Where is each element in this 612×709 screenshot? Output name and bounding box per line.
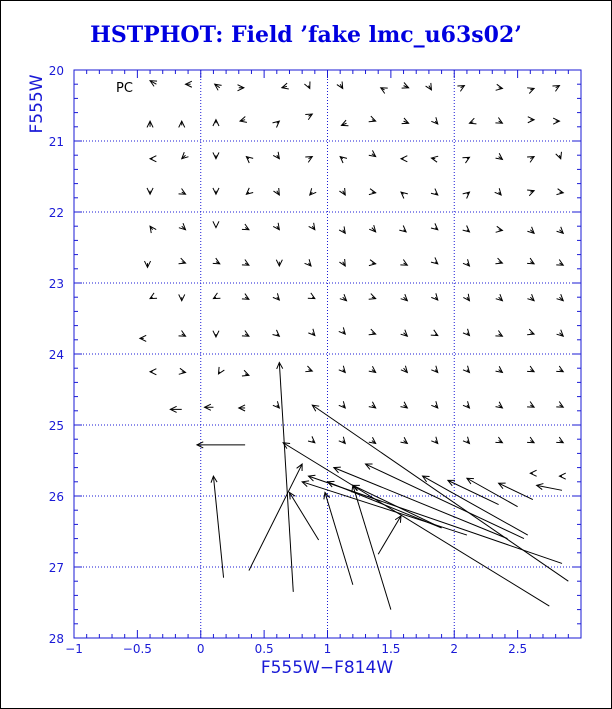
grid (74, 70, 581, 638)
vector-arrow (527, 402, 534, 408)
vector-arrow (401, 294, 408, 301)
vector-arrow (339, 188, 345, 195)
vector-arrow (277, 363, 294, 592)
vector-arrow (197, 442, 245, 448)
vector-arrow (463, 192, 470, 198)
vector-arrow (369, 437, 376, 443)
vector-arrow (186, 81, 192, 87)
y-tick-label: 22 (48, 206, 64, 220)
vector-head (556, 260, 563, 266)
axes-box (74, 70, 581, 638)
x-axis-title: F555W−F814W (260, 658, 394, 678)
vector-arrow (239, 405, 245, 411)
vector-arrow (242, 370, 249, 376)
vector-arrow (312, 405, 568, 581)
vector-arrow (308, 293, 315, 299)
vector-arrow (457, 86, 464, 92)
vector-head (557, 189, 564, 195)
vector-head (213, 331, 219, 337)
vector-head (339, 188, 345, 195)
vector-arrow (213, 120, 219, 126)
vector-arrow (556, 402, 563, 408)
vector-arrow (211, 476, 224, 578)
vector-head (381, 88, 388, 94)
vector-arrow (369, 260, 376, 266)
vector-arrow (431, 189, 438, 195)
vector-head (556, 152, 562, 159)
vector-head (556, 366, 563, 372)
vector-arrow (215, 84, 222, 90)
vector-head (309, 223, 315, 230)
vector-head (495, 437, 502, 443)
vector-head (527, 437, 534, 443)
vector-arrow (431, 117, 437, 124)
vector-arrow (310, 188, 316, 195)
vector-arrow (304, 81, 310, 88)
vector-shaft (279, 363, 293, 592)
vector-arrow (273, 293, 279, 300)
vector-arrow (308, 329, 314, 336)
y-axis-title: F555W (27, 74, 47, 134)
panel-label: PC (116, 81, 133, 96)
vector-arrow (463, 366, 469, 373)
vector-arrow (499, 483, 533, 499)
vector-arrow (305, 114, 312, 120)
vector-arrow (369, 189, 376, 195)
vector-head (312, 405, 319, 411)
vector-arrow (495, 258, 502, 264)
vector-head (496, 84, 503, 90)
vector-head (341, 120, 348, 126)
vector-head (527, 402, 534, 408)
vector-arrow (400, 437, 407, 443)
vector-arrow (431, 223, 438, 229)
vector-arrow (557, 330, 564, 337)
vector-arrow (552, 86, 559, 92)
vector-head (215, 84, 222, 90)
vector-arrow (273, 121, 280, 127)
vector-arrow (242, 331, 249, 337)
vector-head (527, 157, 534, 163)
vector-head (339, 226, 345, 233)
vector-head (369, 116, 376, 122)
vector-arrow (249, 464, 302, 571)
vector-shaft (249, 464, 302, 571)
vector-arrow (495, 331, 502, 337)
vector-arrow (527, 190, 534, 196)
vector-head (369, 329, 376, 335)
vector-head (527, 366, 534, 372)
vector-arrow (467, 478, 518, 506)
vector-head (462, 157, 469, 163)
vector-arrow (426, 83, 432, 90)
vector-arrow (170, 406, 181, 412)
vector-shaft (448, 480, 499, 504)
vector-head (273, 223, 279, 230)
vector-arrow (401, 156, 407, 162)
vector-arrow (309, 223, 315, 230)
vector-head (179, 258, 186, 264)
x-tick-label: 1.5 (381, 642, 401, 656)
vector-arrow (463, 329, 469, 336)
vector-arrow (246, 188, 253, 194)
vector-shaft (302, 482, 467, 535)
vector-arrow (527, 329, 534, 335)
vector-head (273, 188, 279, 195)
vector-arrow (496, 153, 503, 159)
vector-arrow (213, 188, 219, 194)
vector-head (242, 260, 249, 266)
y-tick-label: 25 (48, 419, 64, 433)
vector-arrow (495, 437, 502, 443)
vector-head (213, 293, 220, 299)
vector-arrow (495, 118, 502, 124)
vector-head (213, 258, 220, 264)
vector-head (150, 369, 156, 375)
vector-arrow (238, 85, 244, 91)
vector-arrow (150, 81, 157, 87)
vector-arrow (402, 118, 409, 124)
vector-shaft (312, 405, 568, 581)
vector-head (530, 470, 536, 476)
vector-arrow (340, 157, 347, 163)
vector-arrow (431, 257, 438, 263)
vector-arrow (339, 226, 345, 233)
vector-arrow (339, 401, 345, 408)
vector-head (496, 226, 503, 232)
vector-arrow (179, 294, 185, 300)
vector-shaft (334, 468, 508, 539)
vector-head (305, 114, 312, 120)
vector-head (213, 221, 219, 227)
vector-arrow (213, 331, 219, 337)
vector-head (179, 189, 186, 195)
vector-arrow (213, 221, 219, 227)
vector-arrow (144, 261, 150, 267)
vector-arrow (334, 467, 508, 538)
vector-arrow (378, 516, 401, 554)
vector-field (140, 81, 568, 610)
vector-head (369, 189, 376, 195)
vector-arrow (527, 437, 534, 443)
vector-arrow (213, 152, 219, 158)
y-tick-label: 20 (48, 64, 64, 78)
vector-arrow (462, 157, 469, 163)
vector-arrow (369, 116, 376, 122)
vector-arrow (273, 223, 279, 230)
vector-arrow (179, 223, 186, 230)
vector-shaft (289, 492, 318, 540)
x-tick-label: 0.5 (254, 642, 274, 656)
vector-arrow (273, 401, 279, 408)
vector-head (395, 516, 401, 523)
vector-head (552, 86, 559, 92)
vector-arrow (431, 293, 437, 300)
y-tick-label: 23 (48, 277, 64, 291)
x-tick-label: 2.5 (508, 642, 528, 656)
vector-arrow (276, 260, 282, 266)
vector-arrow (527, 366, 534, 372)
vector-head (369, 260, 376, 266)
vector-head (242, 370, 249, 376)
vector-arrow (556, 366, 563, 372)
vector-arrow (556, 437, 563, 443)
vector-arrow (150, 156, 156, 162)
vector-arrow (337, 81, 343, 88)
vector-arrow (401, 192, 408, 198)
vector-head (304, 81, 310, 88)
vector-arrow (218, 367, 224, 374)
vector-head (305, 157, 312, 163)
vector-shaft (467, 478, 518, 506)
vector-head (339, 259, 345, 266)
vector-arrow (339, 327, 345, 334)
vector-arrow (496, 402, 503, 408)
vector-head (369, 294, 376, 300)
vector-head (242, 224, 249, 230)
vector-head (308, 293, 315, 299)
vector-head (242, 331, 249, 337)
vector-shaft (378, 516, 401, 554)
vector-arrow (240, 116, 247, 122)
vector-arrow (556, 260, 563, 266)
vector-head (150, 226, 156, 233)
vector-arrow (556, 152, 562, 159)
vector-arrow (528, 117, 534, 123)
vector-arrow (305, 259, 311, 266)
vector-head (273, 152, 279, 159)
vector-arrow (341, 120, 348, 126)
vector-arrow (369, 225, 375, 232)
vector-arrow (179, 331, 186, 337)
vector-arrow (147, 188, 153, 194)
vector-head (150, 293, 157, 299)
vector-arrow (179, 189, 186, 195)
vector-arrow (463, 259, 469, 266)
vector-arrow (273, 152, 279, 159)
vector-arrow (289, 492, 318, 540)
vector-head (559, 473, 565, 479)
vector-arrow (527, 157, 534, 163)
x-tick-label: 2 (450, 642, 459, 656)
y-tick-label: 27 (48, 561, 64, 575)
vector-arrow (369, 402, 376, 408)
vector-head (305, 366, 312, 372)
vector-arrow (401, 366, 407, 373)
vector-arrow (182, 152, 189, 159)
vector-head (242, 294, 249, 300)
vector-arrow (496, 294, 503, 301)
x-tick-label: −0.5 (122, 642, 152, 656)
vector-arrow (463, 294, 469, 301)
vector-head (527, 258, 534, 264)
vector-head (527, 88, 534, 94)
vector-arrow (305, 366, 312, 372)
vector-head (469, 118, 476, 124)
vector-head (240, 116, 247, 122)
y-tick-label: 24 (48, 348, 64, 362)
vector-arrow (273, 330, 280, 336)
vector-head (556, 402, 563, 408)
vector-arrow (213, 258, 220, 264)
vector-arrow (213, 293, 220, 299)
vector-arrow (147, 121, 153, 127)
vector-head (495, 331, 502, 337)
vector-arrow (150, 369, 156, 375)
vector-arrow (401, 330, 408, 337)
vector-arrow (400, 260, 407, 266)
vector-head (495, 118, 502, 124)
vector-arrow (431, 156, 438, 162)
y-tick-label: 28 (48, 632, 64, 646)
vector-arrow (400, 402, 407, 408)
vector-arrow (399, 225, 406, 231)
vector-head (282, 83, 289, 89)
vector-arrow (242, 260, 249, 266)
vector-arrow (324, 492, 353, 584)
vector-head (556, 437, 563, 443)
vector-arrow (308, 436, 315, 442)
vector-arrow (369, 329, 376, 335)
vector-head (431, 156, 438, 162)
vector-head (402, 118, 409, 124)
vector-arrow (557, 227, 564, 234)
vector-arrow (381, 88, 388, 94)
vector-arrow (305, 157, 312, 163)
x-tick-label: 1 (323, 642, 332, 656)
x-tick-label: 0 (196, 642, 205, 656)
vector-head (179, 331, 186, 337)
vector-head (400, 260, 407, 266)
vector-arrow (463, 225, 470, 231)
vector-arrow (448, 480, 499, 504)
vector-arrow (431, 401, 437, 408)
vector-arrow (339, 437, 345, 444)
vector-arrow (369, 150, 376, 156)
vector-arrow (242, 294, 249, 300)
chart-title: HSTPHOT: Field ’fake lmc_u63s02’ (90, 22, 522, 48)
vector-arrow (179, 368, 186, 374)
vector-arrow (496, 84, 503, 90)
vector-arrow (527, 88, 534, 94)
vector-arrow (527, 258, 534, 264)
vector-arrow (469, 118, 476, 124)
vector-arrow (339, 366, 345, 373)
vector-arrow (495, 188, 501, 195)
vector-head (150, 156, 156, 162)
vector-arrow (282, 83, 289, 89)
vector-shaft (499, 483, 533, 499)
vector-arrow (140, 335, 146, 341)
vector-arrow (537, 484, 562, 491)
vector-arrow (273, 188, 279, 195)
vector-arrow (431, 330, 438, 336)
vector-arrow (150, 293, 157, 299)
vector-arrow (496, 366, 503, 372)
vector-head (401, 156, 407, 162)
vector-arrow (179, 258, 186, 264)
vector-arrow (527, 227, 534, 234)
vector-arrow (369, 366, 376, 372)
vector-head (218, 367, 224, 374)
vector-head (527, 190, 534, 196)
vector-arrow (553, 118, 559, 124)
vector-arrow (179, 121, 185, 127)
vector-arrow (557, 189, 564, 195)
vector-arrow (369, 294, 376, 300)
vector-arrow (559, 473, 565, 479)
vector-arrow (527, 294, 534, 301)
y-tick-label: 21 (48, 135, 64, 149)
vector-arrow (242, 224, 249, 230)
vector-arrow (431, 366, 437, 373)
vector-arrow (205, 404, 214, 410)
vector-arrow (150, 226, 156, 233)
vector-arrow (530, 470, 536, 476)
vector-shaft (213, 476, 223, 578)
y-tick-label: 26 (48, 490, 64, 504)
vector-head (463, 294, 469, 301)
vector-head (426, 83, 432, 90)
vector-head (179, 368, 186, 374)
vector-arrow (431, 437, 437, 444)
vector-arrow (463, 437, 469, 444)
vector-head (431, 330, 438, 336)
vector-arrow (339, 259, 345, 266)
vector-arrow (496, 226, 503, 232)
vector-arrow (557, 294, 564, 301)
vector-head (495, 258, 502, 264)
vector-shaft (325, 492, 353, 584)
vector-head (402, 83, 409, 89)
vector-arrow (340, 294, 347, 301)
vector-arrow (246, 157, 253, 163)
vector-arrow (402, 83, 409, 89)
vector-head (457, 86, 464, 92)
x-tick-label: −1 (65, 642, 83, 656)
vector-head (337, 81, 343, 88)
vector-arrow (463, 401, 469, 408)
vector-head (527, 329, 534, 335)
vector-arrow (302, 481, 467, 535)
